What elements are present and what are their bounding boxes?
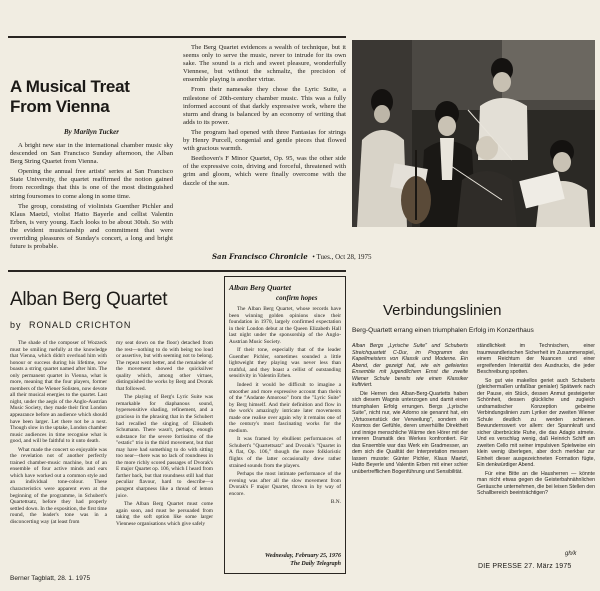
review4-paragraph: So gut wie makellos geriet auch Schuberts (gleichermaßen unfaßbar genialer) Spätwerk nach der Pause, ein Stück, dessen Anmut gesteigerter Schönheit, dessen glückliche und zugleich undramatischer Konzeption gebeime Verbindungslinien zum Lyriker der zweiten Wiener Schule deutlich zu werden schienen. Bewundernswert vor allem: der Spannkraft und sicher überbrückte Ruhe, die das Adagio atmete. Und es verschlug wenig, daß Heinrich Schiff am zweiten Cello mit seiner impulsiven Spielweise ein klein wenig überlegen, aber doch merkbar zur Einheit dieser ausgezeichneten Formation fügte, Ein denkwürdiger Abend.: [477, 377, 595, 468]
review4-paragraph: ständlichkeit im Technischen, einer traumwandlerischen Sicherheit im Zusammenspiel, einem Reichtum der Nuancen und einer ergreifenden Intensität des Ausdrucks, die jeder Beschreibung spotten.: [477, 343, 595, 375]
review3-paragraph: If their tone, especially that of the leader Guenther Pichler, sometimes sounded a little lightweight they playing was never less than truthful, and they boast a cellist of outstanding sensitivity in Valentin Erben.: [229, 347, 341, 380]
review4-source: DIE PRESSE 27. März 1975: [478, 563, 572, 570]
review4-subhead: Berg-Quartett errang einen triumphalen Erfolg im Konzerthaus: [352, 327, 534, 334]
review1-paragraph: From their namesake they chose the Lyric Suite, a milestone of 20th-century chamber music. This was a fully informed account of that darkly expressive work, where the sturm and drang is balanced by an economy of writing that adds to its power.: [183, 86, 346, 126]
review3-paragraph: It was framed by ebullient performances of Schubert's "Quartettsatz" and Dvorak's "Quartet in A flat, Op. 106," though the more folkloristic flights of the latter occasionally drew rather strained sounds from the players.: [229, 436, 341, 469]
review2-paragraph: The Alban Berg Quartet must come again soon, and must be persuaded from taking the soft option like some larger Viennese organisations which give safely: [116, 501, 213, 527]
review1-paragraph: Opening the annual free artists' series at San Francisco State University, the quartet reaffirmed the notion gained from recordings that this is one of the most distinguished string foursomes to come along in some time.: [10, 168, 173, 200]
review1-date: • Tues., Oct 28, 1975: [312, 253, 372, 261]
review2-paragraph: What made the concert so enjoyable was the revelation not of another perfectly trained chamber-music machine, but of an ensemble of four active minds and ears which have worked out a common style and an individual tone-colour. These characteristics were apparent even at the beginning of the programme, in Schubert's Quartettsatz, before they had properly settled down. In the exposition, the first time round, the leader's tone was in a disconcerting way (at least from: [10, 446, 107, 525]
review2-author: RONALD CRICHTON: [29, 320, 132, 330]
review1-headline: A Musical Treat From Vienna: [10, 77, 130, 116]
top-rule-left: [8, 36, 346, 38]
review3-headline: Alban Berg Quartet: [229, 283, 292, 292]
review2-column-1: [10, 340, 107, 527]
review3-initials: B.N.: [330, 499, 341, 506]
review3-source: [229, 552, 341, 568]
quartet-photo: [352, 40, 595, 227]
review3-paragraph: Indeed it would be difficult to imagine a smoother and more expressive account than theirs of the "Andante Amoroso" from the "Lyric Suite" by Berg himself. And their definition and flow in the work's amazingly intricate later movements made one realise over again why it remains one of the century's most fascinating works for the medium.: [229, 382, 341, 434]
review2-paragraph: my seat down on the floor) detached from the rest—nothing to do with being too loud or assertive, but with seeming not to belong. The repeat went better, and the remainder of the movement showed the quicksilver quality which, among other virtues, distinguished the works by Berg and Dvorak that followed.: [116, 340, 213, 392]
review4-lead: Alban Bergs „Lyrische Suite" und Schuberts Streichquartett C-Dur, im Programm des Kapellmeisters von Klassik und Moderne. Ein Abend, der gezeigt hat, wie ein gefeiertes Ensemble mit jugendlichem Ernst die zweite Wiener Schule bereits wie einen Klassiker kultiviert.: [352, 343, 468, 388]
review2-column-2: [116, 340, 213, 529]
review2-byline-prefix: by: [10, 320, 22, 330]
review1-byline: By Marilyn Tucker: [64, 128, 119, 136]
review3-paragraph: Perhaps the most intimate performance of the evening was after all the slow movement from Dvorak's F major Quartet, thrown in by way of encore.: [229, 471, 341, 497]
review3-paragraph: The Alban Berg Quartet, whose records have been winning golden opinions since their foundation in 1970, largely confirmed expectation in their London debut at the Queen Elizabeth Hall last night under the sponsorship of the Anglo-Austrian Music Society.: [229, 306, 341, 345]
review1-right-column: [183, 44, 346, 190]
review1-paragraph: The program had opened with three Fantasias for strings by Henry Purcell, congenial and gentle pieces that flowed with gracious warmth.: [183, 128, 346, 153]
review2-paragraph: The playing of Berg's Lyric Suite was remarkable for diaphanous sound, hypersensitive shading, refinement, and a gracioso in the phrasing that in the Schubert had recalled the singing of Elisabeth Schumann. There wasn't, perhaps, enough substance for the severe fortissimo of the "estatic" trio in the third movement, but that may have had something to do with sitting too near—there was no lack of roundness in the more richly scored passages of Dvorak's E major Quartet op. 106, which I heard from farther back, but that roundness still had that peculiar flavour, hard to describe—a pungent sharpness like a thread of lemon juice.: [116, 394, 213, 499]
review1-paragraph: The Berg Quartet evidences a wealth of technique, but it seems only to serve the music, never to intrude for its own sake. The sound is a rich and sweet pleasure, wonderfully Viennese, but without the schmaltz, the precision of ensemble playing is another virtue.: [183, 44, 346, 84]
review2-paragraph: The shade of the composer of Wozzeck must be smiling ruefully at the knowledge that Vienna, which didn't overload him with honour or success during his lifetime, now boasts a string quartet named after him. The only permanent quartet in Vienna, what is more, meaning that the four players, former members of the Wiener Solisten, now devote all their musical energies to the quartet. Last night, under the aegis of the Anglo-Austrian Music Society, they made their first London appearance before an audience which should have been larger. Let there not be a next. Though slow in the uptake, London chamber music audiences in time recognise what is good, and will be faithful to it unto death.: [10, 340, 107, 445]
review3-paper: The Daily Telegraph: [290, 561, 341, 567]
review4-column-2: [477, 343, 595, 499]
review1-paragraph: A bright new star in the international chamber music sky descended on San Francisco Sunday afternoon, the Alban Berg String Quartet from Vienna.: [10, 142, 173, 166]
review4-initials: gh/k: [565, 551, 577, 557]
review4-paragraph: Für eine Bitte an die Hausherren — könnte man nicht etwas gegen die Geisterbahnähnlichen Geräusche unternehmen, die bei leisen Stellen den Schallbereich beeinträchtigen?: [477, 470, 595, 496]
review2-source: Berner Tagblatt, 28. 1. 1975: [10, 575, 91, 582]
review3-subhead: confirm hopes: [276, 294, 318, 302]
review3-column: [229, 306, 341, 508]
review1-source: [212, 252, 371, 261]
review4-column-1: [352, 343, 468, 477]
review4-headline: Verbindungslinien: [383, 302, 502, 319]
review2-byline: [10, 320, 131, 330]
review1-left-column: [10, 142, 173, 253]
review2-headline: Alban Berg Quartet: [10, 289, 168, 310]
review1-paragraph: The group, consisting of violinists Guenther Pichler and Klaus Maetzl, violist Hatto Bayerle and cellist Valentin Erben, is very young. Each looks to be about 30ish. So with the evident musicianship and commitment that were overriding pleasures of Sunday's concert, a long and bright future is probable.: [10, 202, 173, 251]
newspaper-masthead: San Francisco Chronicle: [212, 252, 308, 261]
review1-paragraph: Beethoven's F Minor Quartet, Op. 95, was the other side of the expressive coin, driving and forceful, threatened with grim and gloom, which were finally overcome with the dazzle of the sun.: [183, 155, 346, 187]
review4-paragraph: Die Herren des Alban-Berg-Quartetts haben sich diesem Wagnis unterzogen und damit einen triumphalen Erfolg errungen. Bergs „Lyrische Suite", nicht nur, wie Adorno sie genannt hat, ein „Virtuosenstück der Verweilung", sondern ein Kosmos der Gefühle, deren unverhüllte Direktheit und innige menschliche Wärme den Hörer mit der inneren Dramatik des Werkes konfrontiert. Für das Ensemble war das Werk ein Gradmesser, an dem sich die Qualität der Interpretation messen lassen musste: Günter Pichler, Klaus Maetzl, Hatto Beyerle und Valentin Erben mit einer schier unübertrefflichen Bogenführung und Sensibilität.: [352, 390, 468, 475]
review3-date: Wednesday, February 25, 1976: [264, 553, 341, 559]
mid-rule-left: [8, 270, 346, 272]
